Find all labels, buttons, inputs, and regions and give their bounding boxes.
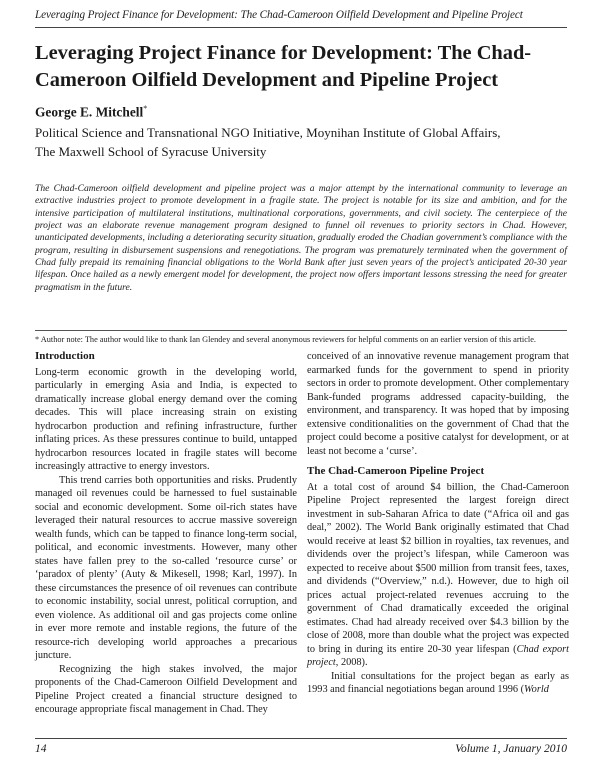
author-note-marker[interactable]: * [143, 104, 148, 113]
affiliation-line-1: Political Science and Transnational NGO Initiative, Moynihan Institute of Global Affairs, [35, 125, 501, 140]
paragraph: This trend carries both opportunities and risks. Prudently managed oil revenues could be harnessed to fuel sustainable social and economic development. Some oil-rich states have leveraged their natural resources to accrue massive sovereign wealth funds, which can be tapped to finance long-term social, political, and economic investments. However, many other states have fallen prey to the so-called ‘resource curse’ or ‘paradox of plenty’ (Auty & Mikesell, 1998; Karl, 1997). In these circumstances the presence of oil revenues can contribute to economic instability, social unrest, political corruption, and even violence. As additional oil and gas projects come online in ever more remote and instable regions, the future of the resource-rich developing world approaches a precarious juncture. [35, 474, 297, 661]
article-title: Leveraging Project Finance for Development: The Chad-Cameroon Oilfield Development and Pipeline Project [35, 42, 532, 91]
paragraph-text: Initial consultations for the project began as early as 1993 and financial negotiations began around 1996 ( [307, 670, 569, 695]
running-head: Leveraging Project Finance for Development: The Chad-Cameroon Oilfield Development and Pipeline Project [35, 9, 523, 21]
paragraph-text: , 2008). [335, 657, 368, 668]
paragraph [307, 481, 569, 670]
footnote-rule [35, 330, 567, 331]
affiliation-line-2: The Maxwell School of Syracuse University [35, 144, 267, 159]
abstract: The Chad-Cameroon oilfield development and pipeline project was a major attempt by the international community to leverage an extractive industries project to promote development in a fragile state. The project is notable for its size and ambition, and for the intensive participation of multilateral institutions, multinational corporations, governments, and civil society. The centerpiece of the project was an elaborate revenue management program designed to funnel oil revenues to priority sectors in Chad. However, unanticipated developments, including a deteriorating security situation, gradually eroded the Chadian government’s compliance with the program, resulting in disbursement suspensions and renegotiations. The program was prematurely terminated when the government of Chad fully prepaid its remaining financial obligations to the World Bank after just seven years of the project’s anticipated 20-30 year lifespan. Once hailed as a newly emergent model for development, the project now offers important lessons stressing the need for greater pragmatism in the future. [35, 183, 567, 293]
citation-title: Chad export project [307, 643, 569, 668]
author-name [35, 104, 147, 120]
author-footnote: * Author note: The author would like to thank Ian Glendey and several anonymous reviewers for helpful comments on an earlier version of this article. [35, 335, 536, 344]
citation-title: World [524, 684, 549, 695]
right-column [307, 350, 569, 697]
section-heading-introduction: Introduction [35, 350, 95, 362]
paragraph [307, 670, 569, 697]
issue-info: Volume 1, January 2010 [455, 743, 567, 755]
section-heading-pipeline-project: The Chad-Cameroon Pipeline Project [307, 465, 485, 477]
left-column [35, 350, 297, 717]
header-rule [35, 27, 567, 28]
paragraph: Long-term economic growth in the developing world, particularly in emerging Asia and India, is expected to dramatically increase global energy demand over the coming decades. This will place increasing strain on existing hydrocarbon production and refining infrastructure, further inflating prices. As these pressures continue to build, untapped hydrocarbon resources located in fragile states will become increasingly attractive to energy investors. [35, 366, 297, 472]
paragraph: Recognizing the high stakes involved, the major proponents of the Chad-Cameroon Oilfield Development and Pipeline Project created a financial structure designed to encourage appropriate fiscal management in Chad. They [35, 663, 297, 715]
paragraph-text: At a total cost of around $4 billion, the Chad-Cameroon Pipeline Project represented the largest foreign direct investment in sub-Saharan Africa to date (“Africa oil and gas deal,” 2002). The World Bank originally estimated that Chad would receive at least $2 billion in royalties, tax revenues, and dividends over the project’s lifespan, while Cameroon was expected to receive about $500 million from transit fees, taxes, and dividends (“Overview,” n.d.). However, due to high oil prices actual project-related revenues accruing to the government of Chad dramatically exceeded the original estimates. Chad had already received over $4.3 billion by the close of 2008, more than double what the project was expected to bring in during its entire 20-30 year lifespan ( [307, 481, 569, 655]
page-number: 14 [35, 743, 47, 755]
paragraph: conceived of an innovative revenue management program that earmarked funds for the government to spend in priority sectors in order to promote development. Other complementary Bank-funded programs addressed capacity-building, the environment, and transparency. It was hoped that by imposing extensive conditionalities on the government of Chad that the project could become a positive catalyst for development, or at least not become a ‘curse’. [307, 351, 569, 457]
footer-rule [35, 738, 567, 739]
author-affiliation [35, 123, 575, 161]
author-name-text: George E. Mitchell [35, 104, 144, 120]
